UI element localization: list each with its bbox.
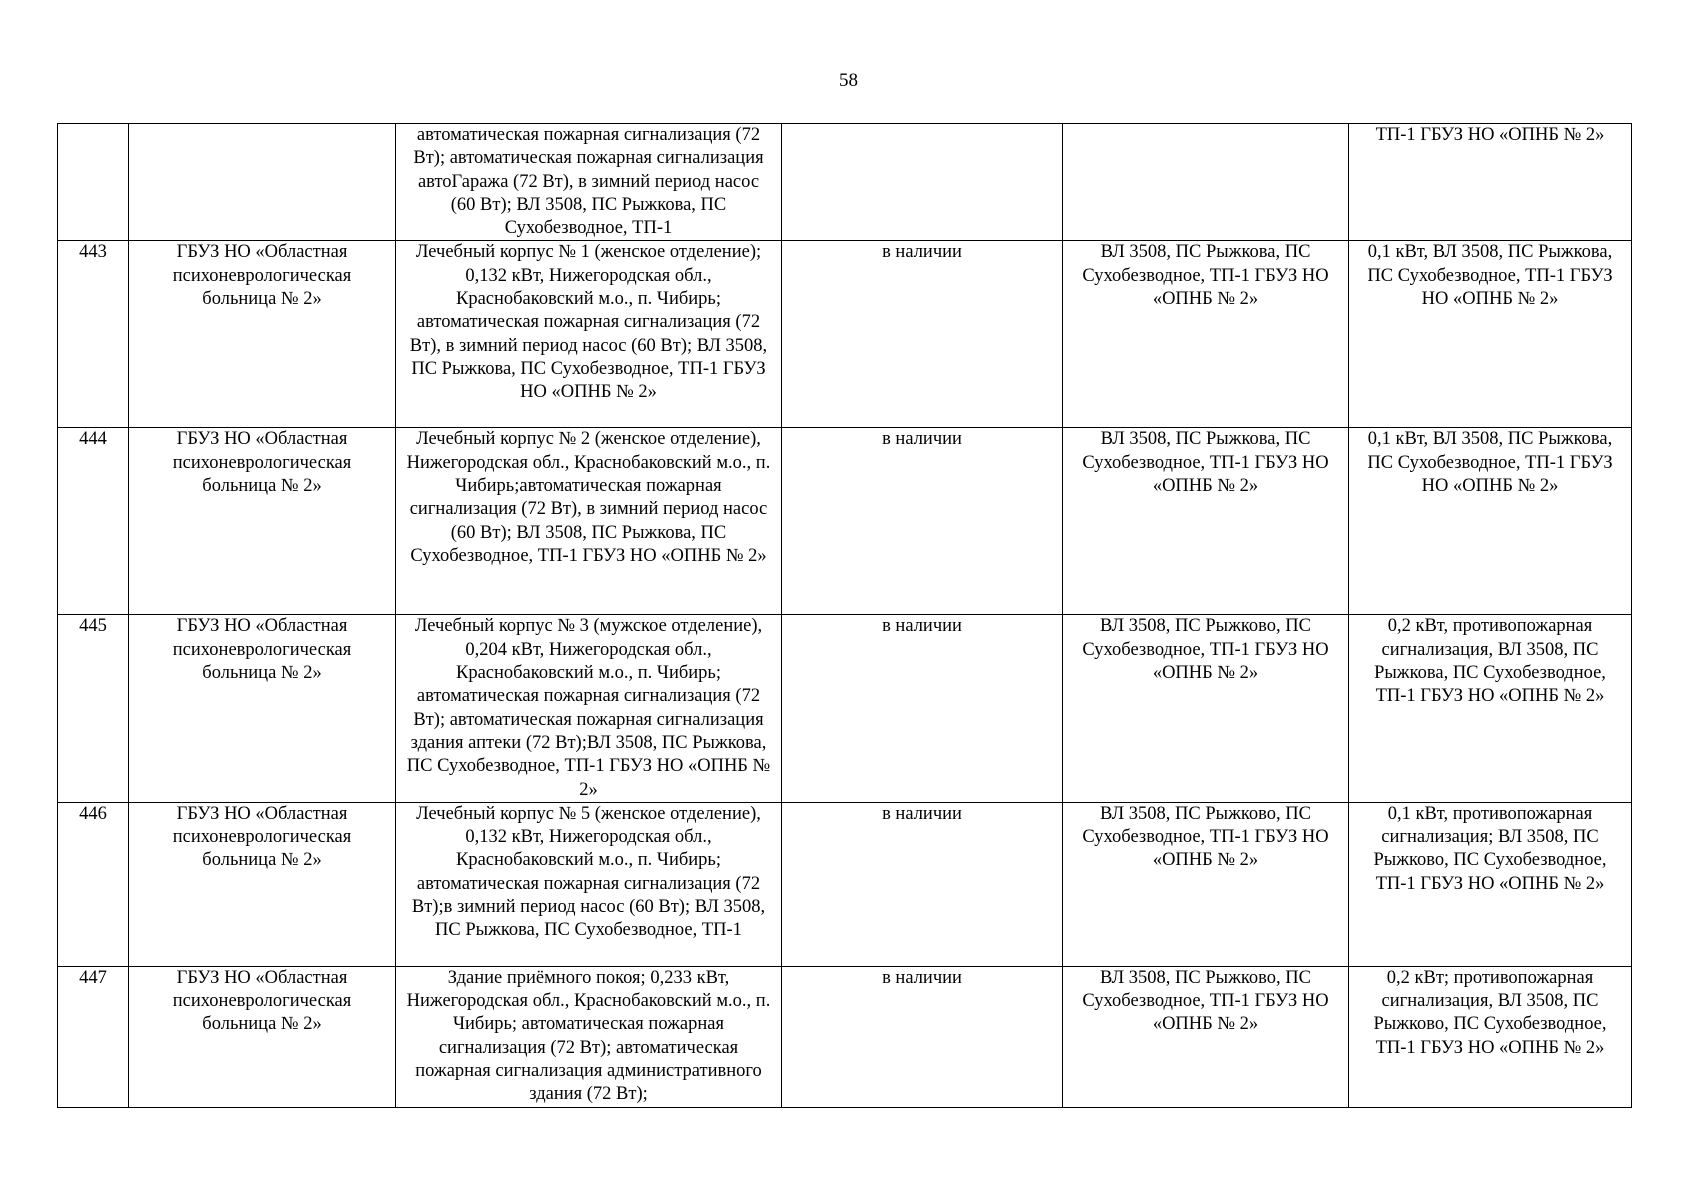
status-cell: в наличии bbox=[782, 966, 1063, 1107]
status-cell: в наличии bbox=[782, 428, 1063, 615]
power-capacity-cell: 0,1 кВт, ВЛ 3508, ПС Рыжкова, ПС Сухобезводное, ТП-1 ГБУЗ НО «ОПНБ № 2» bbox=[1349, 428, 1632, 615]
document-table bbox=[57, 123, 1632, 1108]
table-row bbox=[58, 124, 1632, 241]
row-number-cell: 443 bbox=[58, 241, 129, 428]
power-capacity-cell: ТП-1 ГБУЗ НО «ОПНБ № 2» bbox=[1349, 124, 1632, 241]
page-number: 58 bbox=[839, 70, 858, 91]
table-row bbox=[58, 241, 1632, 428]
status-cell: в наличии bbox=[782, 615, 1063, 802]
organization-cell: ГБУЗ НО «Областная психоневрологическая больница № 2» bbox=[129, 802, 396, 966]
power-capacity-cell: 0,2 кВт; противопожарная сигнализация, ВЛ 3508, ПС Рыжково, ПС Сухобезводное, ТП-1 ГБУЗ НО «ОПНБ № 2» bbox=[1349, 966, 1632, 1107]
power-source-cell: ВЛ 3508, ПС Рыжково, ПС Сухобезводное, ТП-1 ГБУЗ НО «ОПНБ № 2» bbox=[1063, 802, 1349, 966]
power-source-cell: ВЛ 3508, ПС Рыжково, ПС Сухобезводное, ТП-1 ГБУЗ НО «ОПНБ № 2» bbox=[1063, 615, 1349, 802]
object-description-cell: автоматическая пожарная сигнализация (72 Вт); автоматическая пожарная сигнализация автоГаража (72 Вт), в зимний период насос (60 Вт); ВЛ 3508, ПС Рыжкова, ПС Сухобезводное, ТП-1 bbox=[396, 124, 782, 241]
status-cell bbox=[782, 124, 1063, 241]
table-row bbox=[58, 966, 1632, 1107]
row-number-cell: 446 bbox=[58, 802, 129, 966]
power-source-cell: ВЛ 3508, ПС Рыжкова, ПС Сухобезводное, ТП-1 ГБУЗ НО «ОПНБ № 2» bbox=[1063, 241, 1349, 428]
power-capacity-cell: 0,1 кВт, ВЛ 3508, ПС Рыжкова, ПС Сухобезводное, ТП-1 ГБУЗ НО «ОПНБ № 2» bbox=[1349, 241, 1632, 428]
power-source-cell bbox=[1063, 124, 1349, 241]
object-description-cell: Лечебный корпус № 3 (мужское отделение), 0,204 кВт, Нижегородская обл., Краснобаковский м.о., п. Чибирь; автоматическая пожарная сигнализация (72 Вт); автоматическая пожарная сигнализация здания аптеки (72 Вт);ВЛ 3508, ПС Рыжкова, ПС Сухобезводное, ТП-1 ГБУЗ НО «ОПНБ № 2» bbox=[396, 615, 782, 802]
table-row bbox=[58, 428, 1632, 615]
power-capacity-cell: 0,2 кВт, противопожарная сигнализация, ВЛ 3508, ПС Рыжкова, ПС Сухобезводное, ТП-1 ГБУЗ НО «ОПНБ № 2» bbox=[1349, 615, 1632, 802]
row-number-cell: 445 bbox=[58, 615, 129, 802]
status-cell: в наличии bbox=[782, 241, 1063, 428]
row-number-cell: 447 bbox=[58, 966, 129, 1107]
power-capacity-cell: 0,1 кВт, противопожарная сигнализация; ВЛ 3508, ПС Рыжково, ПС Сухобезводное, ТП-1 ГБУЗ НО «ОПНБ № 2» bbox=[1349, 802, 1632, 966]
object-description-cell: Лечебный корпус № 5 (женское отделение), 0,132 кВт, Нижегородская обл., Краснобаковский м.о., п. Чибирь; автоматическая пожарная сигнализация (72 Вт);в зимний период насос (60 Вт); ВЛ 3508, ПС Рыжкова, ПС Сухобезводное, ТП-1 bbox=[396, 802, 782, 966]
organization-cell: ГБУЗ НО «Областная психоневрологическая больница № 2» bbox=[129, 966, 396, 1107]
row-number-cell bbox=[58, 124, 129, 241]
row-number-cell: 444 bbox=[58, 428, 129, 615]
power-source-cell: ВЛ 3508, ПС Рыжково, ПС Сухобезводное, ТП-1 ГБУЗ НО «ОПНБ № 2» bbox=[1063, 966, 1349, 1107]
organization-cell: ГБУЗ НО «Областная психоневрологическая больница № 2» bbox=[129, 241, 396, 428]
power-source-cell: ВЛ 3508, ПС Рыжкова, ПС Сухобезводное, ТП-1 ГБУЗ НО «ОПНБ № 2» bbox=[1063, 428, 1349, 615]
status-cell: в наличии bbox=[782, 802, 1063, 966]
organization-cell bbox=[129, 124, 396, 241]
table-row bbox=[58, 802, 1632, 966]
object-description-cell: Лечебный корпус № 2 (женское отделение), Нижегородская обл., Краснобаковский м.о., п. Чибирь;автоматическая пожарная сигнализация (72 Вт), в зимний период насос (60 Вт); ВЛ 3508, ПС Рыжкова, ПС Сухобезводное, ТП-1 ГБУЗ НО «ОПНБ № 2» bbox=[396, 428, 782, 615]
object-description-cell: Лечебный корпус № 1 (женское отделение); 0,132 кВт, Нижегородская обл., Краснобаковский м.о., п. Чибирь; автоматическая пожарная сигнализация (72 Вт), в зимний период насос (60 Вт); ВЛ 3508, ПС Рыжкова, ПС Сухобезводное, ТП-1 ГБУЗ НО «ОПНБ № 2» bbox=[396, 241, 782, 428]
table-row bbox=[58, 615, 1632, 802]
object-description-cell: Здание приёмного покоя; 0,233 кВт, Нижегородская обл., Краснобаковский м.о., п. Чибирь; автоматическая пожарная сигнализация (72 Вт); автоматическая пожарная сигнализация административного здания (72 Вт); bbox=[396, 966, 782, 1107]
organization-cell: ГБУЗ НО «Областная психоневрологическая больница № 2» bbox=[129, 615, 396, 802]
organization-cell: ГБУЗ НО «Областная психоневрологическая больница № 2» bbox=[129, 428, 396, 615]
